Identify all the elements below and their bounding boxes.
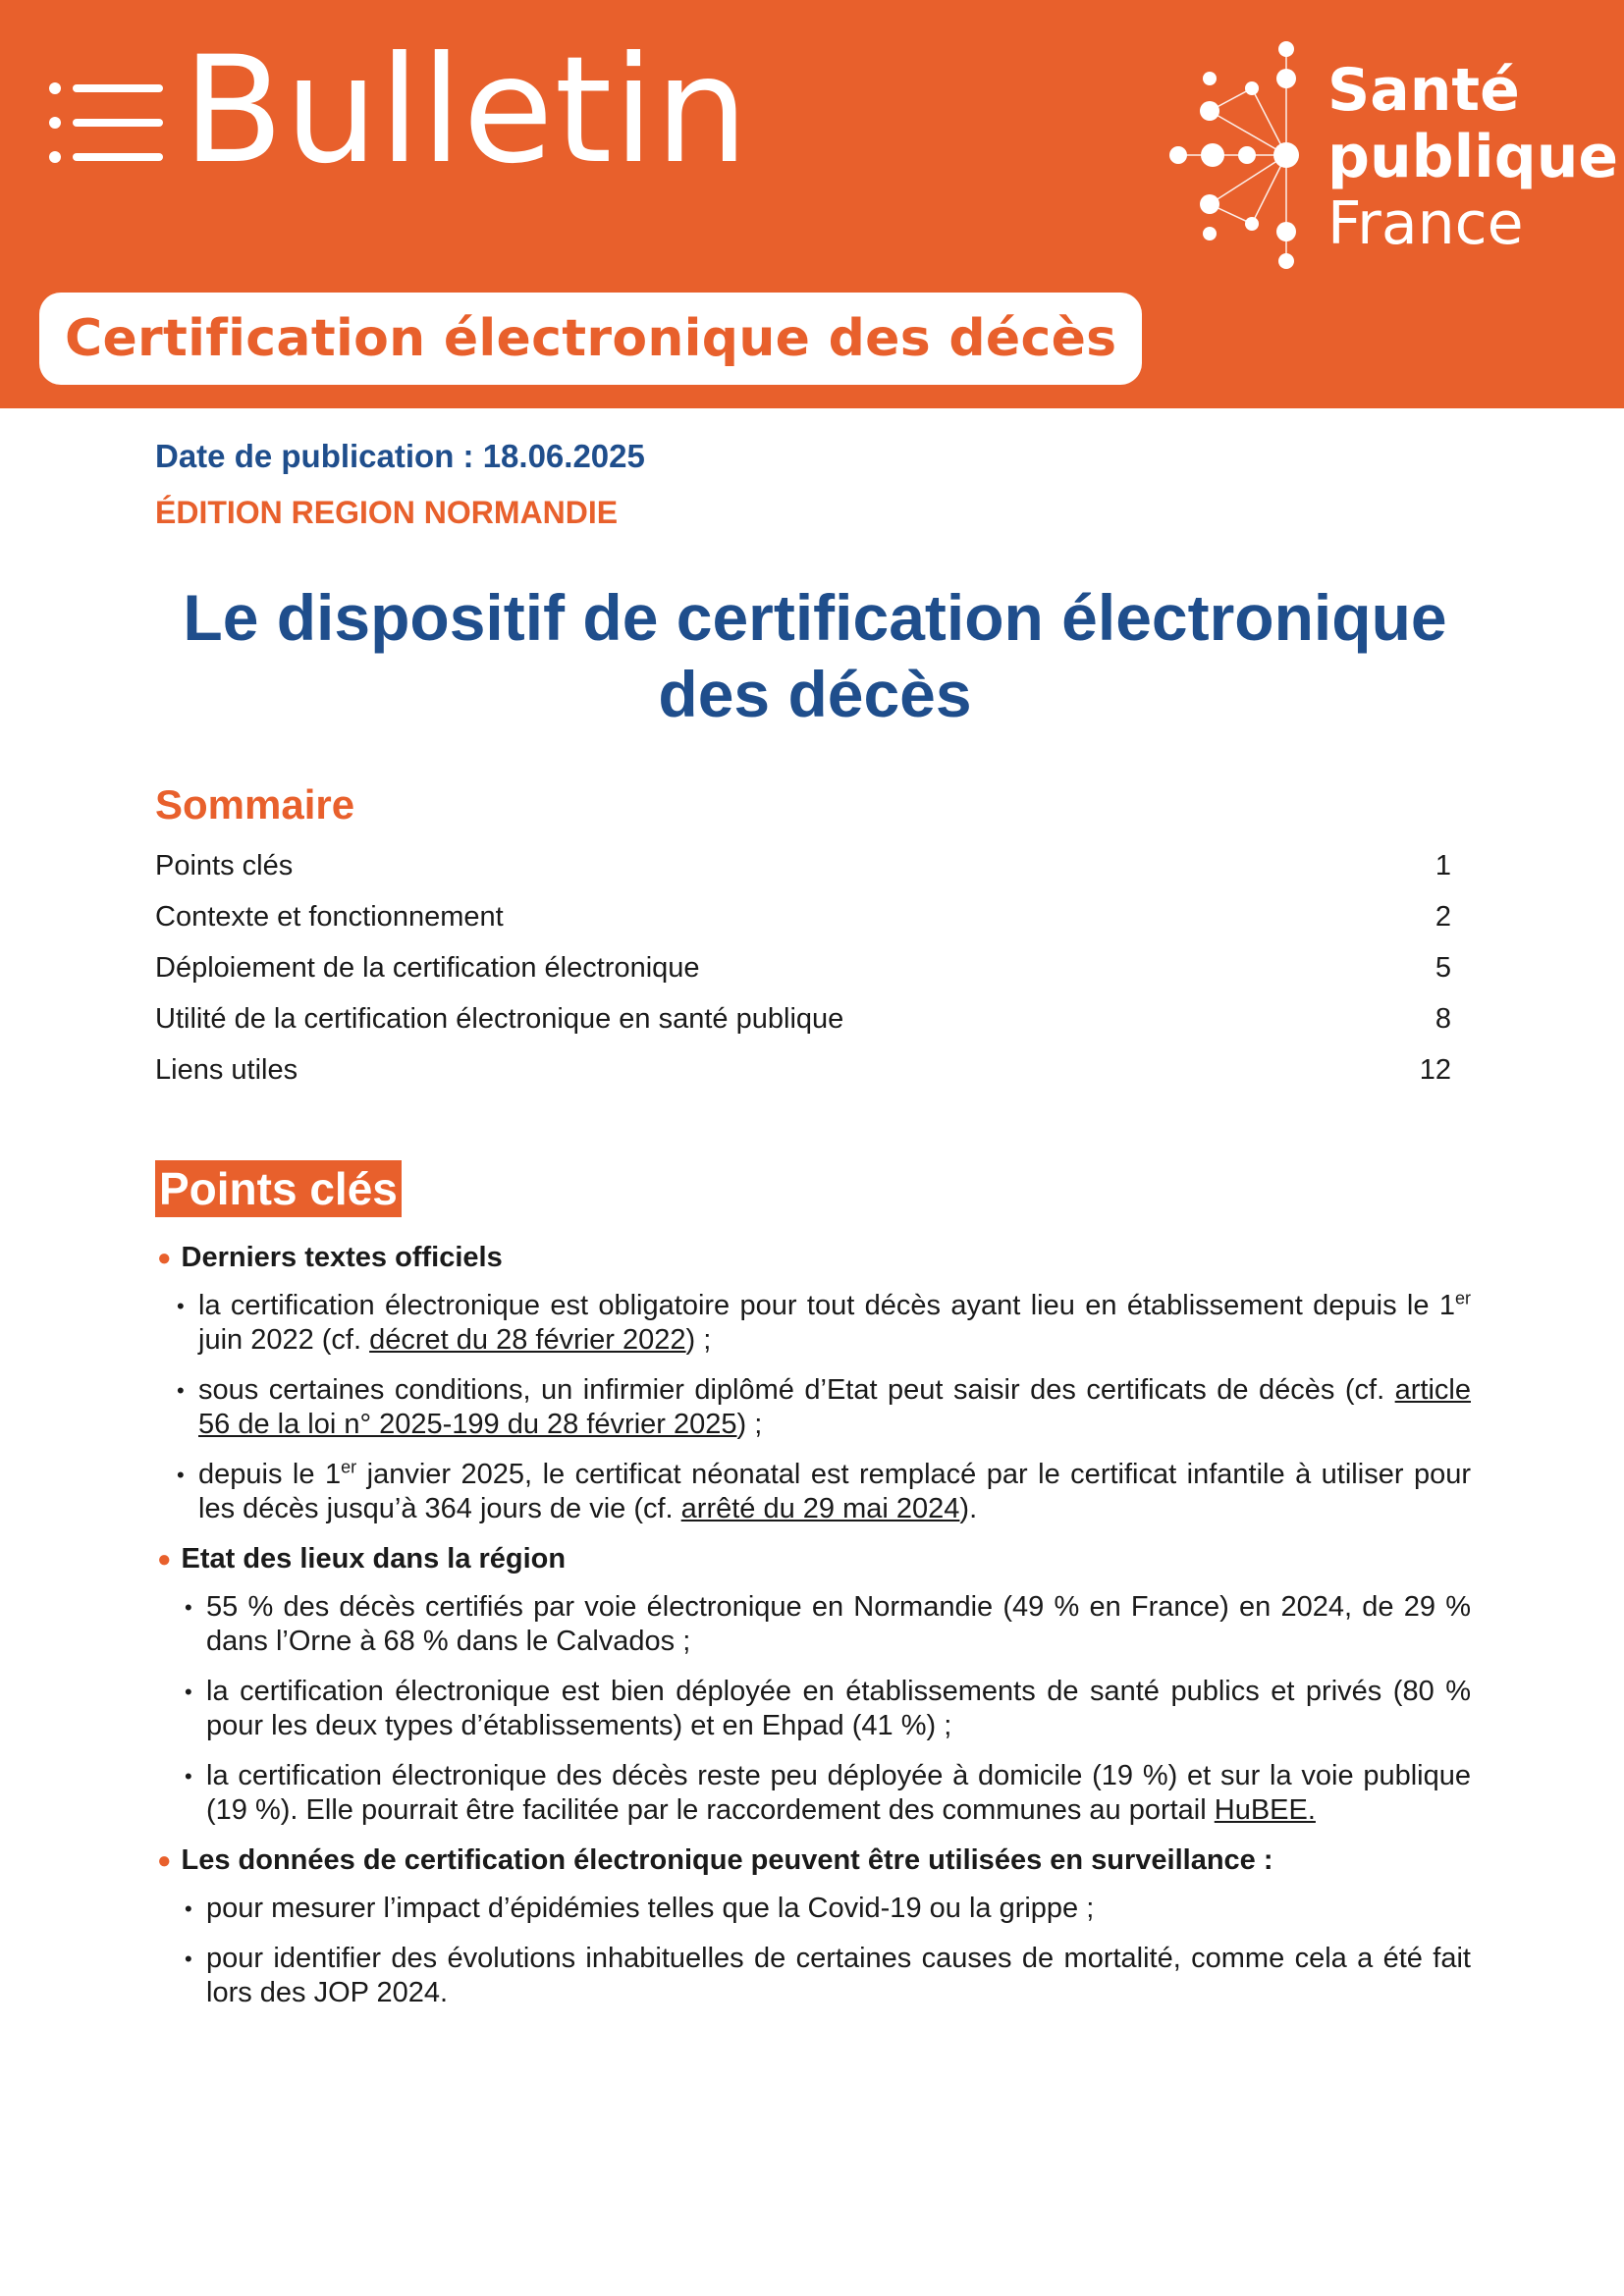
logo-dots-icon [1159,37,1326,283]
orange-bullet-icon: ● [157,1245,172,1271]
toc-entry-label: Contexte et fonctionnement [155,901,504,933]
bullet-icon: • [185,1764,192,1789]
toc-entry[interactable] [155,948,1451,999]
subtitle-pill [39,293,1142,385]
sommaire-heading: Sommaire [155,781,355,828]
bulletin-title: Bulletin [183,26,750,196]
toc-entry-label: Liens utiles [155,1054,298,1086]
logo-text [1327,57,1618,257]
bullet-icon: • [185,1947,192,1971]
toc-entry-label: Déploiement de la certification électronique [155,952,700,984]
toc-entry-page: 1 [1435,850,1451,881]
toc-entry-page: 5 [1435,952,1451,984]
page-title-line-2: des décès [658,658,972,730]
bullet-icon: • [177,1378,185,1403]
section-etat-des-lieux [155,1542,1471,1828]
list-item [185,1590,1471,1659]
toc-entry-label: Points clés [155,850,294,881]
list-item [177,1373,1471,1442]
list-item [185,1675,1471,1743]
logo-line-1: Santé [1327,56,1520,125]
edition-label: ÉDITION REGION NORMANDIE [155,495,619,530]
toc-entry[interactable] [155,1050,1451,1101]
list-item-text: pour identifier des évolutions inhabituelles de certaines causes de mortalité, comme cela a été fait lors des JOP 2024. [206,1943,1471,2008]
list-item [185,1892,1471,1926]
section-textes-officiels [155,1241,1471,1526]
table-of-contents [155,846,1451,1101]
toc-entry[interactable] [155,897,1451,948]
list-item-text: 55 % des décès certifiés par voie électronique en Normandie (49 % en France) en 2024, de 29 % dans l’Orne à 68 % dans le Calvados ; [206,1591,1471,1657]
list-item-text: la certification électronique des décès reste peu déployée à domicile (19 %) et sur la voie publique (19 %). Elle pourrait être facilitée par le raccordement des communes au portail HuBEE. [206,1760,1471,1826]
hubee-link[interactable]: HuBEE. [1214,1794,1316,1826]
toc-entry-page: 12 [1419,1054,1451,1086]
list-item [185,1942,1471,2010]
section-title [155,1241,1471,1275]
arrete-link[interactable]: arrêté du 29 mai 2024 [680,1493,960,1524]
section-title-text: Etat des lieux dans la région [181,1543,567,1575]
sante-publique-france-logo [1159,37,1619,283]
menu-icon [47,80,165,165]
toc-entry-label: Utilité de la certification électronique en santé publique [155,1003,844,1035]
points-cles-content [155,1241,1471,2026]
toc-entry[interactable] [155,846,1451,897]
list-item-text: sous certaines conditions, un infirmier diplômé d’Etat peut saisir des certificats de décès (cf. article 56 de la loi n° 2025-199 du 28 février 2025) ; [198,1374,1471,1440]
list-item-text: la certification électronique est bien déployée en établissements de santé publics et privés (80 % pour les deux types d’établissements) et en Ehpad (41 %) ; [206,1676,1471,1741]
list-item-text: pour mesurer l’impact d’épidémies telles que la Covid-19 ou la grippe ; [206,1893,1095,1924]
toc-entry[interactable] [155,999,1451,1050]
decret-link[interactable]: décret du 28 février 2022 [369,1324,686,1356]
toc-entry-page: 8 [1435,1003,1451,1035]
section-surveillance [155,1843,1471,2010]
section-title-text: Les données de certification électronique peuvent être utilisées en surveillance : [181,1844,1273,1876]
section-title [155,1542,1471,1576]
bullet-icon: • [177,1294,185,1318]
list-item-text: depuis le 1er janvier 2025, le certificat néonatal est remplacé par le certificat infantile à utiliser pour les décès jusqu’à 364 jours de vie (cf. arrêté du 29 mai 2024). [198,1457,1471,1524]
list-item [177,1458,1471,1526]
logo-line-2: publique [1327,123,1619,191]
list-item-text: la certification électronique est obligatoire pour tout décès ayant lieu en établissement depuis le 1er juin 2022 (cf. décret du 28 février 2022) ; [198,1288,1471,1356]
page-title-line-1: Le dispositif de certification électronique [183,581,1447,654]
bullet-icon: • [185,1680,192,1704]
publication-date: Date de publication : 18.06.2025 [155,438,645,474]
section-title [155,1843,1471,1878]
subtitle-text: Certification électronique des décès [65,309,1117,368]
bullet-icon: • [177,1463,185,1487]
points-cles-heading: Points clés [155,1160,402,1217]
page-title [118,579,1512,732]
orange-bullet-icon: ● [157,1847,172,1874]
logo-line-3: France [1327,189,1524,258]
orange-bullet-icon: ● [157,1546,172,1573]
section-title-text: Derniers textes officiels [181,1242,503,1273]
header-banner [0,0,1624,408]
bullet-icon: • [185,1896,192,1921]
list-item [177,1289,1471,1358]
list-item [185,1759,1471,1828]
bullet-icon: • [185,1595,192,1620]
toc-entry-page: 2 [1435,901,1451,933]
article-link[interactable]: article 56 de la loi n° 2025-199 du 28 février 2025 [198,1374,1471,1440]
